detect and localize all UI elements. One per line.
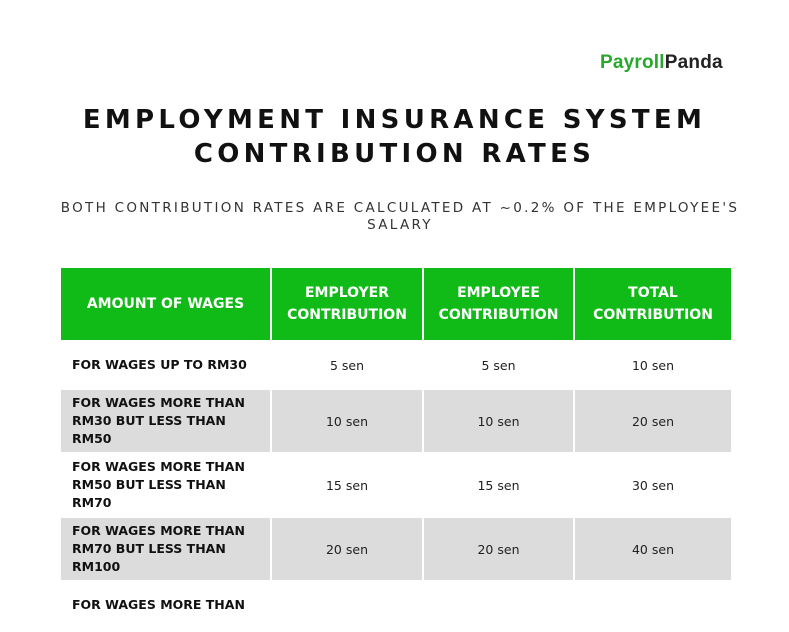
title-line-2: CONTRIBUTION RATES [193, 139, 596, 169]
employee-cell: 20 sen [423, 517, 574, 581]
header-employer-contribution: EMPLOYER CONTRIBUTION [271, 268, 423, 341]
total-cell [574, 581, 731, 632]
wages-cell: FOR WAGES MORE THAN RM70 BUT LESS THAN RM100 [61, 517, 271, 581]
total-cell: 30 sen [574, 453, 731, 517]
total-cell: 10 sen [574, 341, 731, 389]
table-header-row [61, 268, 731, 341]
employer-cell: 20 sen [271, 517, 423, 581]
employer-cell: 15 sen [271, 453, 423, 517]
employee-cell: 15 sen [423, 453, 574, 517]
employer-cell: 10 sen [271, 389, 423, 453]
total-cell: 20 sen [574, 389, 731, 453]
payrollpanda-logo [600, 52, 723, 74]
total-cell: 40 sen [574, 517, 731, 581]
employee-cell: 10 sen [423, 389, 574, 453]
table-row [61, 389, 731, 453]
wages-cell: FOR WAGES MORE THAN [61, 581, 271, 632]
employee-cell: 5 sen [423, 341, 574, 389]
logo-text-payroll: Payroll [600, 52, 665, 73]
logo-text-panda: Panda [664, 52, 723, 73]
wages-cell: FOR WAGES UP TO RM30 [61, 341, 271, 389]
title-line-1: EMPLOYMENT INSURANCE SYSTEM [82, 105, 707, 135]
contribution-rates-table [61, 268, 731, 632]
wages-cell: FOR WAGES MORE THAN RM50 BUT LESS THAN RM70 [61, 453, 271, 517]
employer-cell: 5 sen [271, 341, 423, 389]
header-amount-of-wages: AMOUNT OF WAGES [61, 268, 271, 341]
employee-cell [423, 581, 574, 632]
employer-cell [271, 581, 423, 632]
wages-cell: FOR WAGES MORE THAN RM30 BUT LESS THAN RM50 [61, 389, 271, 453]
table-row [61, 453, 731, 517]
header-total-contribution: TOTAL CONTRIBUTION [574, 268, 731, 341]
table-row [61, 341, 731, 389]
header-employee-contribution: EMPLOYEE CONTRIBUTION [423, 268, 574, 341]
page-title [0, 103, 789, 171]
table-row [61, 581, 731, 632]
table-row [61, 517, 731, 581]
page-subtitle: BOTH CONTRIBUTION RATES ARE CALCULATED AT ~0.2% OF THE EMPLOYEE'S SALARY [60, 200, 740, 233]
